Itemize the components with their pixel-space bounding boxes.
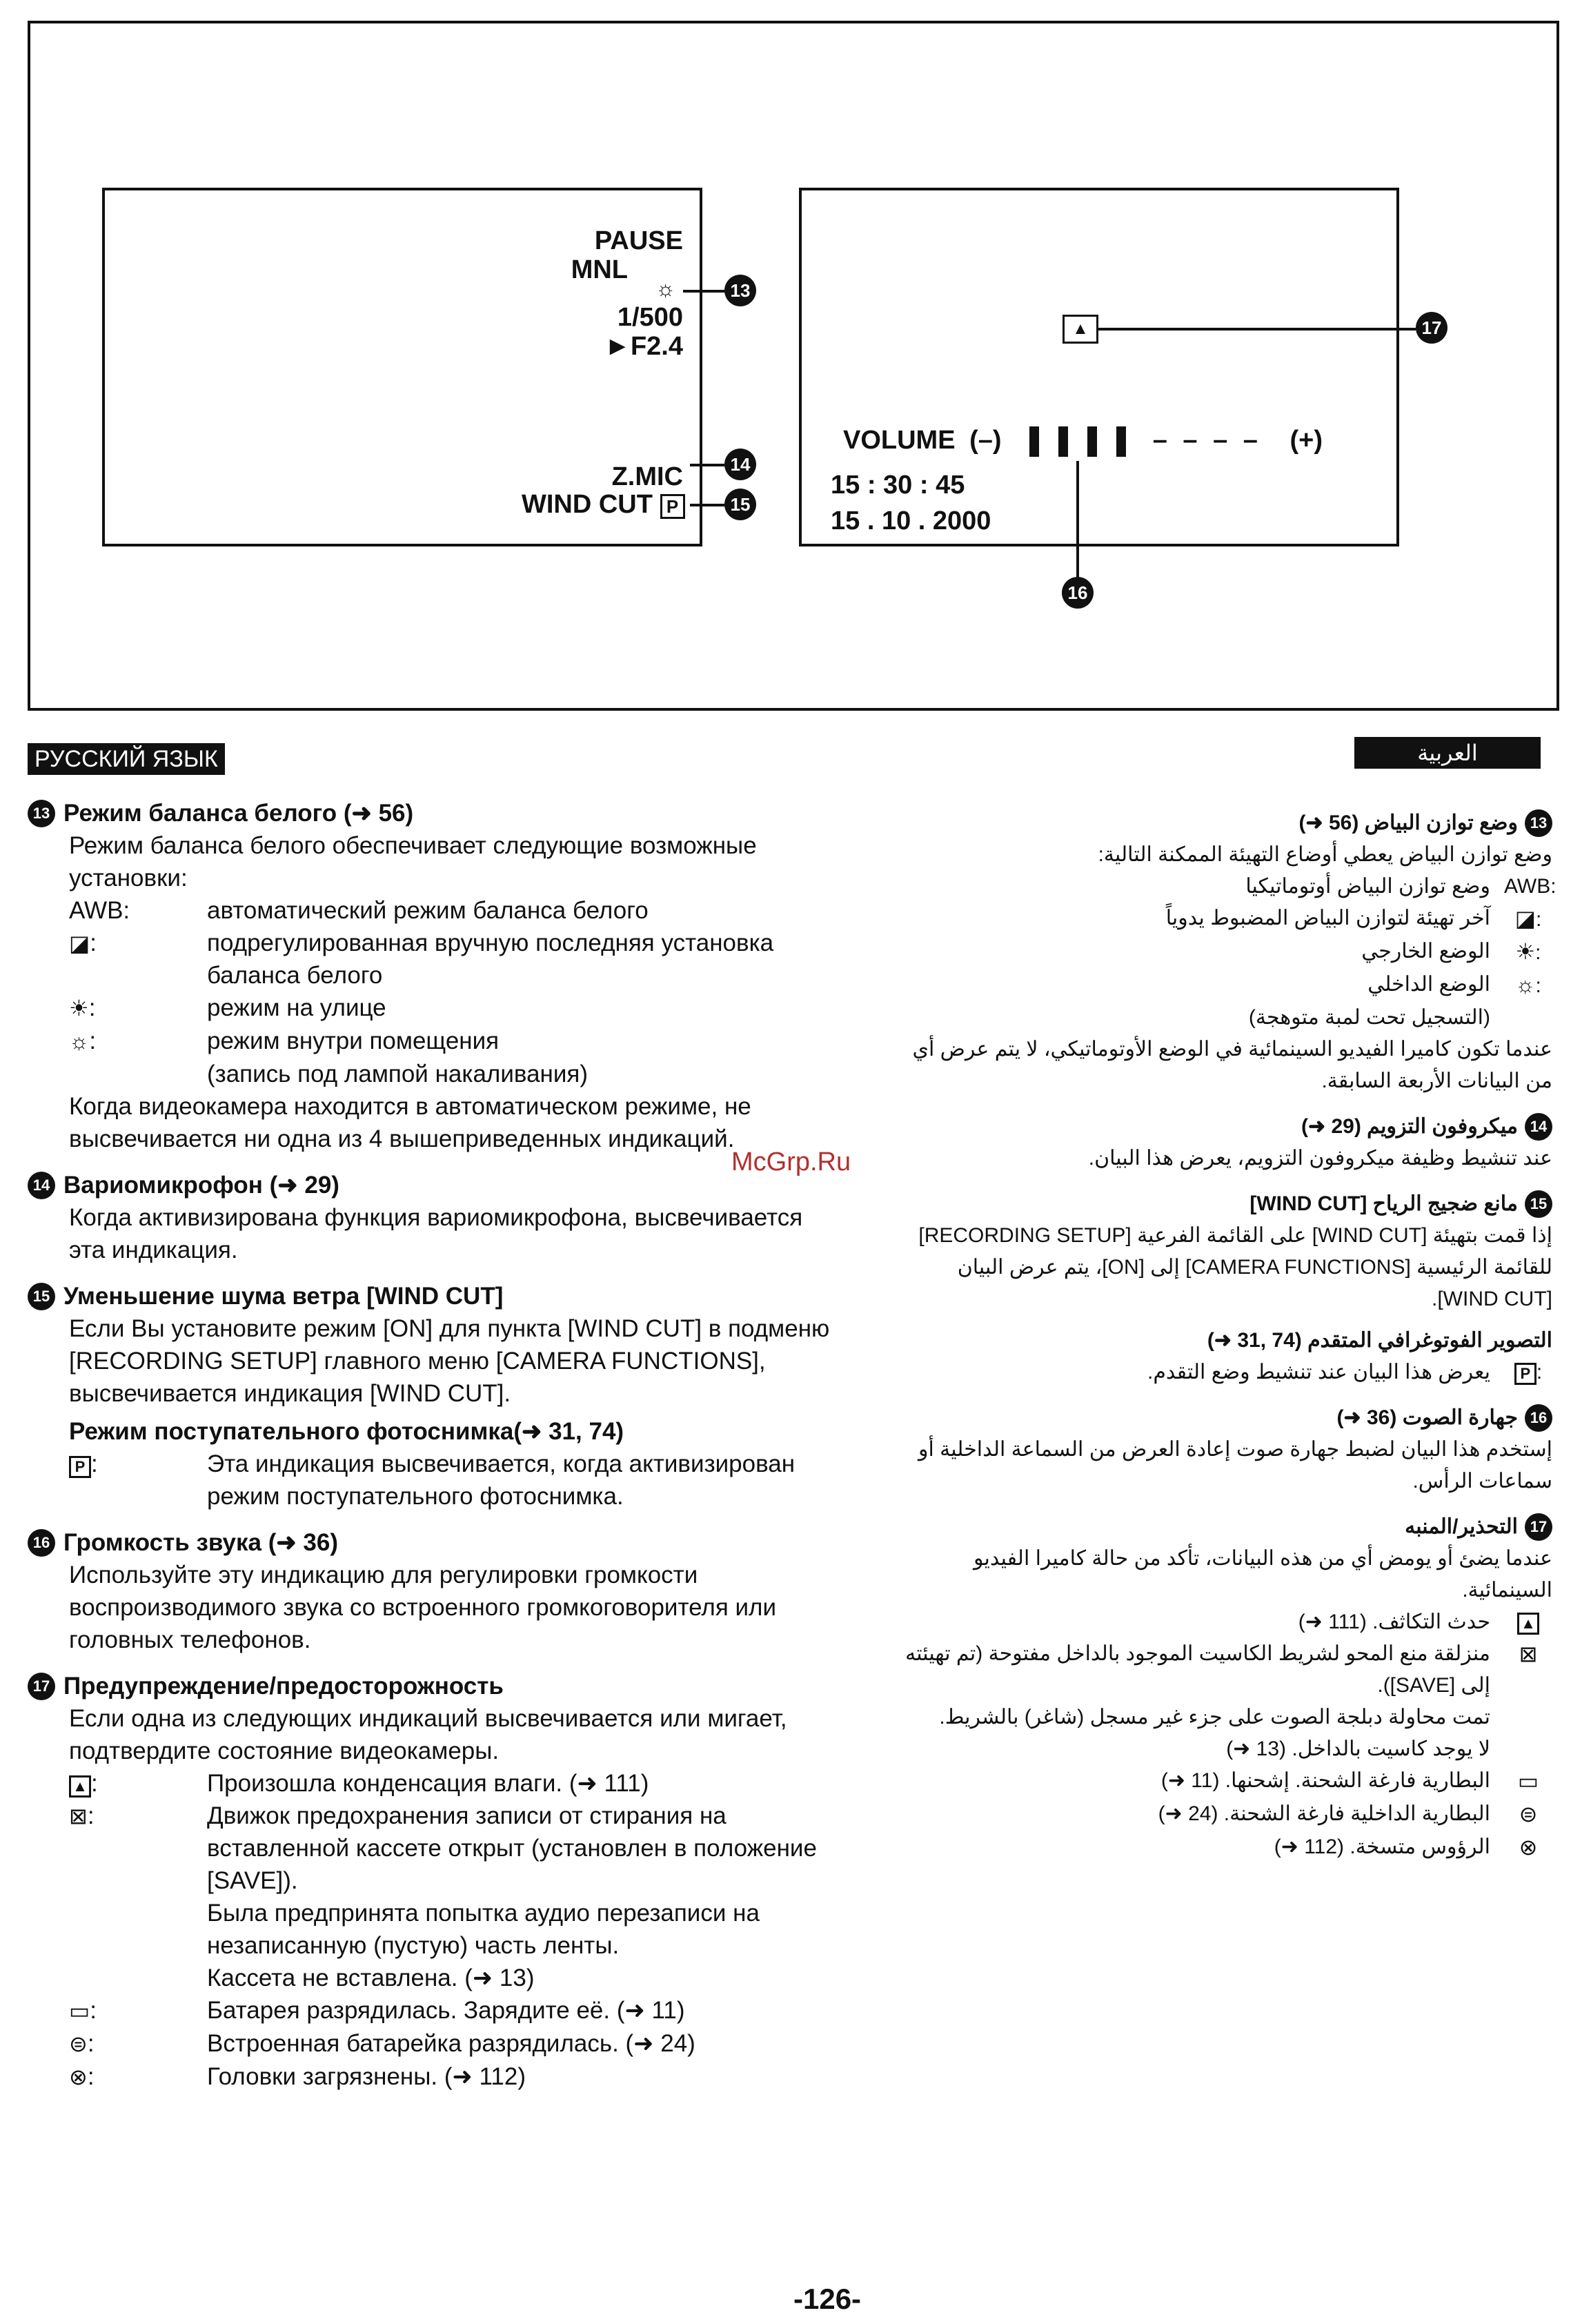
ru-section-16 — [28, 1526, 842, 1656]
option-value: البطارية الداخلية فارغة الشحنة. (24 ➜) — [1158, 1802, 1490, 1825]
section-number: 14 — [1525, 1113, 1552, 1141]
list-item — [897, 871, 1557, 903]
list-item — [69, 1025, 842, 1058]
list-item — [897, 1606, 1552, 1638]
osd-pause: PAUSE — [594, 226, 683, 255]
option-value: البطارية فارغة الشحنة. إشحنها. (11 ➜) — [1160, 1769, 1490, 1792]
ru-paragraph: Если одна из следующих индикаций высвечивается или мигает, подтвердите состояние видеокамеры. — [69, 1705, 787, 1764]
section-number: 17 — [28, 1673, 55, 1700]
list-item — [897, 1831, 1552, 1864]
list-item — [897, 1798, 1552, 1831]
list-item — [897, 969, 1552, 1002]
section-title-text: مانع ضجيج الرياح [WIND CUT] — [1249, 1192, 1518, 1215]
ru-paragraph: Используйте эту индикацию для регулировки громкости воспроизводимого звука со встроенного громкоговорителя или головных телефонов. — [69, 1562, 777, 1653]
callout-16: 16 — [1062, 577, 1094, 609]
builtin-battery-icon: ⊜: — [69, 2030, 95, 2057]
list-item — [69, 992, 842, 1025]
list-item — [69, 2060, 842, 2094]
list-item — [897, 1638, 1552, 1702]
progressive-p-icon: P : — [1504, 1357, 1552, 1388]
option-value: Произошла конденсация влаги. (➜ 111) — [207, 1770, 649, 1797]
option-value: الوضع الداخلي — [1367, 973, 1490, 996]
list-item — [69, 1897, 842, 1962]
progressive-p-icon: P — [660, 494, 685, 519]
section-number: 14 — [28, 1172, 55, 1199]
arabic-language-label: العربية — [1354, 737, 1541, 769]
section-title-text: جهارة الصوت (36 ➜) — [1336, 1406, 1518, 1429]
option-value: режим внутри помещения — [207, 1027, 500, 1054]
osd-zmic: Z.MIC — [611, 462, 683, 491]
option-value: Кассета не вставлена. (➜ 13) — [207, 1964, 535, 1991]
progressive-p-icon: P : — [69, 1448, 207, 1513]
cassette-save-icon: ⊠ — [1519, 1642, 1538, 1666]
ru-section-15 — [28, 1280, 842, 1513]
option-value: Головки загрязнены. (➜ 112) — [207, 2063, 526, 2090]
wind-cut-label: WIND CUT — [522, 490, 653, 519]
option-value: منزلقة منع المحو لشريط الكاسيت الموجود بالداخل مفتوحة (تم تهيئته إلى [SAVE]). — [905, 1642, 1490, 1697]
ar-note: (التسجيل تحت لمبة متوهجة) — [1248, 1006, 1490, 1029]
russian-column — [28, 797, 842, 2107]
list-item — [69, 1962, 842, 1994]
ar-paragraph: وضع توازن البياض يعطي أوضاع التهيئة الممكنة التالية: — [1098, 843, 1552, 866]
option-key: AWB: — [69, 897, 130, 924]
option-value: режим на улице — [207, 994, 386, 1021]
option-value: آخر تهيئة لتوازن البياض المضبوط يدوياً — [1165, 907, 1490, 929]
callout-line-14 — [690, 464, 724, 466]
option-value: حدث التكاثف. (111 ➜) — [1298, 1611, 1490, 1633]
option-value: Встроенная батарейка разрядилась. (➜ 24) — [207, 2030, 695, 2057]
ru-paragraph: Когда видеокамера находится в автоматическом режиме, не высвечивается ни одна из 4 вышеприведенных индикаций. — [69, 1093, 751, 1152]
list-item — [69, 894, 842, 927]
ar-section-title — [897, 1188, 1552, 1220]
list-item — [897, 1733, 1552, 1765]
ar-section-14 — [897, 1111, 1552, 1174]
page-number: -126- — [793, 2283, 862, 2315]
dirty-heads-icon: ⊗: — [69, 2063, 95, 2090]
section-title-text: وضع توازن البياض (56 ➜) — [1298, 811, 1518, 834]
callout-line-17 — [1098, 328, 1416, 331]
ru-section-13 — [28, 797, 842, 1155]
section-title-text: Предупреждение/предосторожность — [63, 1673, 504, 1700]
condensation-icon: ▲ — [1063, 315, 1098, 344]
list-item — [69, 1448, 842, 1513]
option-value: Была предпринята попытка аудио перезаписи на незаписанную (пустую) часть ленты. — [207, 1900, 760, 1959]
ru-section-title — [28, 1169, 842, 1201]
osd-time: 15 : 30 : 45 — [831, 471, 965, 500]
ar-section-title — [897, 807, 1552, 839]
section-number: 13 — [28, 800, 55, 827]
ru-paragraph: Режим баланса белого обеспечивает следующие возможные установки: — [69, 832, 757, 892]
ar-section-13 — [897, 807, 1557, 1097]
section-number: 15 — [1525, 1190, 1552, 1218]
list-item — [897, 936, 1552, 969]
list-item — [897, 903, 1552, 936]
option-value: وضع توازن البياض أوتوماتيكيا — [1245, 875, 1490, 898]
ar-paragraph: عند تنشيط وظيفة ميكروفون التزويم، يعرض هذا البيان. — [1088, 1147, 1552, 1170]
volume-plus: (+) — [1289, 426, 1323, 455]
list-item — [69, 1800, 842, 1897]
ru-option-list — [28, 1448, 842, 1513]
manual-wb-icon: ◪: — [69, 929, 97, 956]
ru-subtitle: Режим поступательного фотоснимка(➜ 31, 74) — [69, 1418, 624, 1445]
section-number: 17 — [1525, 1513, 1552, 1541]
outdoor-sun-icon: ☀: — [1515, 939, 1541, 964]
outdoor-sun-icon: ☀: — [69, 994, 96, 1021]
option-value: Эта индикация высвечивается, когда активизирован режим поступательного фотоснимка. — [207, 1450, 796, 1510]
volume-dashes: – – – – — [1152, 426, 1262, 455]
osd-aperture: ►F2.4 — [604, 332, 683, 361]
ar-section-title — [897, 1402, 1552, 1434]
osd-wind-cut — [522, 491, 685, 519]
list-item — [69, 1767, 842, 1800]
ar-section-title — [897, 1111, 1552, 1143]
ru-section-title — [28, 1670, 842, 1702]
list-item — [69, 927, 842, 992]
indoor-light-icon: ☼ — [655, 276, 676, 301]
ru-paragraph: Если Вы установите режим [ON] для пункта [WIND CUT] в подменю [RECORDING SETUP] главного меню [CAMERA FUNCTIONS], высвечивается индикация [WIND CUT]. — [69, 1315, 830, 1407]
option-value: الوضع الخارجي — [1361, 940, 1490, 963]
ru-section-14 — [28, 1169, 842, 1266]
manual-wb-icon: ◪: — [1514, 906, 1542, 931]
dirty-heads-icon: ⊗ — [1519, 1835, 1538, 1860]
option-value: لا يوجد كاسيت بالداخل. (13 ➜) — [1226, 1737, 1490, 1760]
ar-paragraph: إستخدم هذا البيان لضبط جهارة صوت إعادة العرض من السماعة الداخلية أو سماعات الرأس. — [918, 1438, 1552, 1493]
callout-14: 14 — [724, 449, 756, 480]
osd-volume — [843, 426, 1323, 457]
ru-warning-list — [28, 1767, 842, 2094]
ru-section-17 — [28, 1670, 842, 2094]
russian-language-label: РУССКИЙ ЯЗЫК — [28, 743, 225, 775]
option-value: تمت محاولة دبلجة الصوت على جزء غير مسجل (شاغر) بالشريط. — [939, 1706, 1490, 1729]
osd-date: 15 . 10 . 2000 — [831, 506, 991, 535]
callout-line-13 — [683, 290, 724, 293]
ar-subtitle: التصوير الفوتوغرافي المتقدم (74 ,31 ➜) — [1207, 1329, 1552, 1352]
option-key: AWB: — [1504, 875, 1557, 898]
option-value: Движок предохранения записи от стирания на вставленной кассете открыт (установлен в положение [SAVE]). — [207, 1802, 817, 1894]
ru-paragraph: Когда активизирована функция вариомикрофона, высвечивается эта индикация. — [69, 1204, 803, 1263]
list-item — [69, 1994, 842, 2027]
ar-section-title — [897, 1511, 1552, 1543]
ar-section-17 — [897, 1511, 1552, 1864]
section-title-text: التحذير/المنبه — [1405, 1515, 1518, 1538]
arabic-column — [897, 807, 1557, 1878]
callout-line-15 — [690, 504, 724, 506]
callout-13: 13 — [724, 275, 756, 306]
option-value: يعرض هذا البيان عند تنشيط وضع التقدم. — [1147, 1361, 1490, 1383]
list-item — [897, 1765, 1552, 1798]
battery-empty-icon: ▭ — [1517, 1769, 1539, 1793]
volume-minus: (–) — [969, 426, 1002, 455]
watermark: McGrp.Ru — [731, 1148, 851, 1176]
ar-section-16 — [897, 1402, 1552, 1497]
battery-empty-icon: ▭: — [69, 1997, 97, 2024]
option-note: (запись под лампой накаливания) — [207, 1061, 589, 1087]
option-value: подрегулированная вручную последняя установка баланса белого — [207, 929, 774, 989]
ru-section-title — [28, 1280, 842, 1312]
section-number: 16 — [28, 1529, 55, 1557]
ru-section-title — [28, 1526, 842, 1559]
option-value: автоматический режим баланса белого — [207, 897, 649, 924]
section-number: 16 — [1525, 1404, 1552, 1432]
indoor-light-icon: ☼: — [69, 1027, 97, 1054]
condensation-icon: ▲ — [1504, 1606, 1552, 1638]
builtin-battery-icon: ⊜ — [1519, 1802, 1538, 1826]
callout-17: 17 — [1416, 312, 1447, 344]
option-value: Батарея разрядилась. Зарядите её. (➜ 11) — [207, 1997, 685, 2024]
section-number: 15 — [28, 1283, 55, 1310]
list-item — [897, 1357, 1552, 1388]
section-number: 13 — [1525, 809, 1552, 837]
section-title-text: Уменьшение шума ветра [WIND CUT] — [63, 1283, 504, 1310]
list-item — [69, 2027, 842, 2060]
condensation-icon: ▲ : — [69, 1767, 207, 1800]
volume-label: VOLUME — [843, 426, 956, 455]
ar-paragraph: عندما يضئ أو يومض أي من هذه البيانات، تأكد من حالة كاميرا الفيديو السينمائية. — [973, 1547, 1552, 1602]
section-title-text: Вариомикрофон (➜ 29) — [63, 1172, 339, 1199]
list-item — [69, 1058, 842, 1090]
callout-15: 15 — [724, 489, 756, 520]
section-title-text: Режим баланса белого (➜ 56) — [63, 800, 414, 827]
osd-shutter: 1/500 — [617, 303, 683, 332]
ru-section-title — [28, 797, 842, 829]
option-value: الرؤوس متسخة. (112 ➜) — [1274, 1835, 1490, 1858]
volume-bars — [1029, 426, 1153, 455]
ar-paragraph: عندما تكون كاميرا الفيديو السينمائية في الوضع الأوتوماتيكي، لا يتم عرض أي من البيانات الأربعة السابقة. — [912, 1038, 1552, 1092]
osd-mnl: MNL — [571, 255, 628, 284]
section-title-text: Громкость звука (➜ 36) — [63, 1529, 339, 1556]
list-item — [897, 1702, 1552, 1733]
ar-paragraph: إذا قمت بتهيئة [WIND CUT] على القائمة الفرعية [RECORDING SETUP] للقائمة الرئيسية [CAMERA FUNCTIONS] إلى [ON]، يتم عرض البيان [WIND CUT]. — [918, 1224, 1552, 1310]
section-title-text: ميكروفون التزويم (29 ➜) — [1301, 1115, 1518, 1138]
callout-line-16 — [1076, 461, 1079, 577]
ru-option-list — [28, 894, 842, 1090]
cassette-save-icon: ⊠: — [69, 1802, 95, 1829]
indoor-light-icon: ☼: — [1515, 972, 1541, 997]
ar-section-15 — [897, 1188, 1552, 1388]
